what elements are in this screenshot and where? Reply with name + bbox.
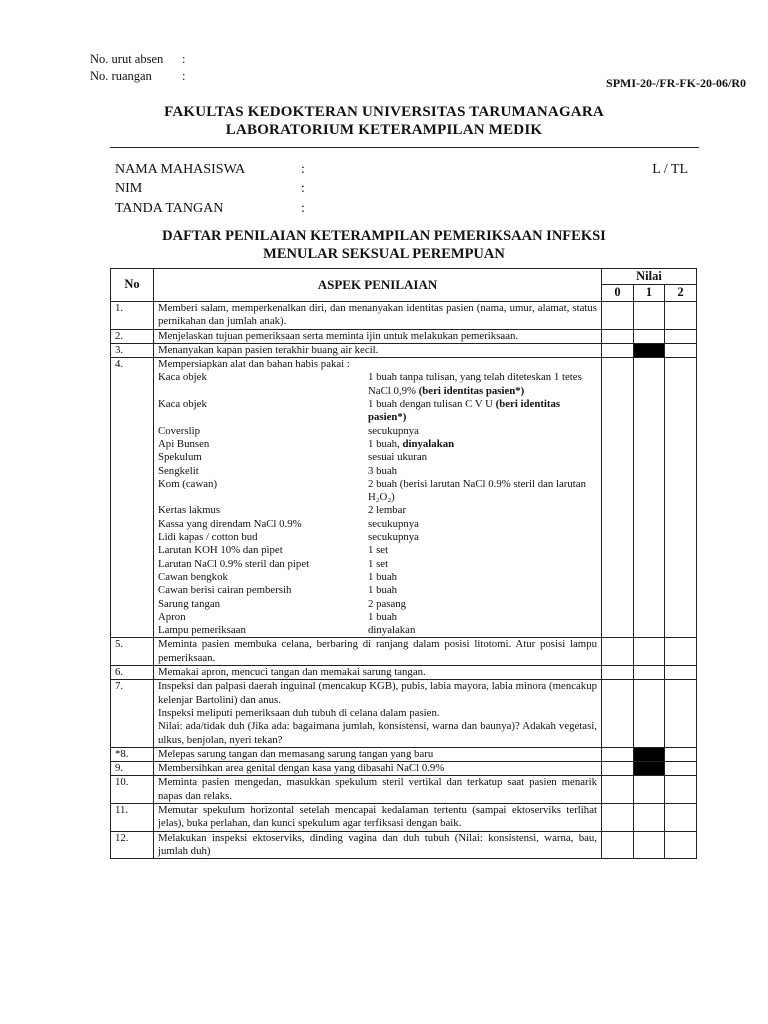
material-name: Lidi kapas / cotton bud [158, 531, 258, 544]
student-id-separator: : [301, 181, 305, 196]
absence-number-label: No. urut absen [90, 52, 164, 66]
material-quantity-text: 2 pasang [368, 597, 407, 610]
material-item [158, 624, 597, 637]
form-title-line-2: MENULAR SEKSUAL PEREMPUAN [263, 246, 505, 262]
material-quantity-text: 1 set [368, 544, 389, 557]
material-quantity [368, 371, 597, 398]
material-quantity [368, 558, 597, 571]
material-item [158, 598, 597, 611]
material-item [158, 504, 597, 517]
column-header-no: No [111, 269, 154, 302]
score-cell-2[interactable] [665, 666, 697, 680]
score-cell-2[interactable] [665, 747, 697, 761]
lab-title: LABORATORIUM KETERAMPILAN MEDIK [225, 122, 543, 138]
material-name: Kertas lakmus [158, 504, 221, 517]
table-row [111, 747, 697, 761]
material-name: Kaca objek [158, 371, 207, 384]
aspect-cell [154, 747, 602, 761]
material-quantity [368, 571, 597, 584]
material-item [158, 558, 597, 571]
material-note: dinyalakan [402, 437, 455, 450]
material-quantity [368, 598, 597, 611]
row-number: *8. [111, 747, 154, 761]
score-cell-0[interactable] [602, 358, 634, 638]
score-cell-0[interactable] [602, 680, 634, 747]
aspect-text: Menanyakan kapan pasien terakhir buang air kecil. [158, 343, 379, 356]
material-quantity-text: 2 buah (berisi larutan NaCl 0.9% steril dan larutan H₂O₂) [368, 477, 586, 504]
aspect-text: Meminta pasien mengedan, masukkan spekulum steril vertikal dan terkatup saat pasien menarik napas dan relaks. [158, 776, 597, 802]
score-cell-2[interactable] [665, 358, 697, 638]
row-number: 12. [111, 831, 154, 859]
table-row [111, 302, 697, 330]
material-item [158, 465, 597, 478]
score-cell-2[interactable] [665, 343, 697, 357]
table-row [111, 776, 697, 804]
material-quantity [368, 611, 597, 624]
column-header-aspect: ASPEK PENILAIAN [154, 269, 602, 302]
score-cell-0[interactable] [602, 776, 634, 804]
material-quantity [368, 478, 597, 505]
aspect-cell [154, 358, 602, 638]
material-name: Kassa yang direndam NaCl 0.9% [158, 517, 302, 530]
aspect-cell [154, 329, 602, 343]
score-header-0: 0 [602, 285, 634, 302]
aspect-text: Memakai apron, mencuci tangan dan memakai sarung tangan. [158, 666, 426, 679]
material-quantity-text: 1 buah [368, 584, 398, 597]
score-cell-2[interactable] [665, 776, 697, 804]
row-number: 7. [111, 680, 154, 747]
table-row [111, 638, 697, 666]
score-cell-2[interactable] [665, 638, 697, 666]
material-name: Cawan bengkok [158, 570, 228, 583]
signature-label: TANDA TANGAN [115, 201, 224, 216]
score-cell-1[interactable] [634, 329, 665, 343]
material-item [158, 398, 597, 425]
score-cell-1[interactable] [634, 762, 665, 776]
form-title-line-1: DAFTAR PENILAIAN KETERAMPILAN PEMERIKSAAN INFEKSI [162, 228, 606, 244]
aspect-text: Membersihkan area genital dengan kasa yang dibasahi NaCl 0.9% [158, 762, 445, 775]
material-quantity-text: 3 buah [368, 464, 398, 477]
aspect-text: Memutar spekulum horizontal setelah mencapai kedalaman tertentu (sampai ektoserviks terlihat jelas), buka perlahan, dan kunci spekulum agar terfiksasi dengan baik. [158, 803, 597, 830]
material-quantity-text: 2 lembar [368, 504, 407, 517]
material-quantity [368, 398, 597, 425]
material-name: Larutan NaCl 0.9% steril dan pipet [158, 557, 310, 570]
table-row [111, 803, 697, 831]
score-cell-0[interactable] [602, 343, 634, 357]
material-item [158, 478, 597, 505]
table-row [111, 831, 697, 859]
material-quantity [368, 451, 597, 464]
score-cell-0[interactable] [602, 666, 634, 680]
aspect-note: Nilai: ada/tidak duh (Jika ada: bagaimana jumlah, konsistensi, warna dan baunya)? Adakah vegetasi, ulkus, benjolan, nyeri tekan? [158, 720, 597, 746]
score-cell-0[interactable] [602, 803, 634, 831]
material-quantity [368, 624, 597, 637]
score-cell-1[interactable] [634, 680, 665, 747]
material-item [158, 451, 597, 464]
aspect-text: Mempersiapkan alat dan bahan habis pakai : [158, 358, 350, 371]
material-item [158, 371, 597, 398]
student-id-row [115, 181, 305, 197]
score-cell-2[interactable] [665, 302, 697, 330]
score-cell-0[interactable] [602, 329, 634, 343]
assessment-table [110, 268, 697, 859]
score-cell-1[interactable] [634, 358, 665, 638]
material-quantity-text: secukupnya [368, 424, 419, 437]
material-quantity-text: 1 buah [368, 610, 398, 623]
material-item [158, 438, 597, 451]
score-cell-0[interactable] [602, 638, 634, 666]
score-cell-0[interactable] [602, 747, 634, 761]
score-cell-1[interactable] [634, 776, 665, 804]
signature-row [115, 201, 305, 217]
score-cell-1[interactable] [634, 638, 665, 666]
document-code: SPMI-20-/FR-FK-20-06/R0 [606, 76, 746, 90]
header-divider [110, 147, 699, 148]
material-quantity-text: dinyalakan [368, 624, 416, 637]
score-cell-1[interactable] [634, 343, 665, 357]
material-quantity [368, 518, 597, 531]
row-number: 2. [111, 329, 154, 343]
aspect-cell [154, 302, 602, 330]
room-number-field [90, 69, 185, 84]
material-name: Lampu pemeriksaan [158, 624, 246, 637]
signature-separator: : [301, 201, 305, 216]
material-item [158, 611, 597, 624]
material-name: Sarung tangan [158, 597, 221, 610]
table-row [111, 343, 697, 357]
material-quantity-text: 1 buah tanpa tulisan, yang telah diteteskan 1 tetes NaCl 0,9% [368, 371, 582, 397]
aspect-cell [154, 762, 602, 776]
aspect-cell [154, 803, 602, 831]
score-cell-1[interactable] [634, 803, 665, 831]
score-cell-1[interactable] [634, 302, 665, 330]
score-header-1: 1 [634, 285, 665, 302]
material-name: Kom (cawan) [158, 477, 218, 490]
material-item [158, 571, 597, 584]
student-name-separator: : [301, 162, 305, 177]
aspect-text: Menjelaskan tujuan pemeriksaan serta meminta ijin untuk melakukan pemeriksaan. [158, 329, 519, 342]
row-number: 11. [111, 803, 154, 831]
score-cell-0[interactable] [602, 762, 634, 776]
row-number: 5. [111, 638, 154, 666]
score-cell-2[interactable] [665, 831, 697, 859]
material-quantity-text: sesuai ukuran [368, 451, 428, 464]
score-cell-2[interactable] [665, 803, 697, 831]
student-name-row [115, 162, 305, 178]
score-cell-0[interactable] [602, 302, 634, 330]
aspect-cell [154, 343, 602, 357]
row-number: 6. [111, 666, 154, 680]
row-number: 3. [111, 343, 154, 357]
table-row [111, 358, 697, 638]
score-cell-1[interactable] [634, 666, 665, 680]
pass-fail-label: L / TL [652, 162, 688, 177]
material-quantity [368, 465, 597, 478]
score-cell-2[interactable] [665, 680, 697, 747]
table-row [111, 329, 697, 343]
column-header-score: Nilai [602, 269, 697, 285]
aspect-note: Inspeksi meliputi pemeriksaan duh tubuh di celana dalam pasien. [158, 706, 440, 719]
table-row [111, 666, 697, 680]
row-number: 4. [111, 358, 154, 638]
aspect-cell [154, 831, 602, 859]
absence-number-field [90, 52, 185, 67]
student-id-label: NIM [115, 181, 143, 196]
table-row [111, 762, 697, 776]
material-quantity [368, 531, 597, 544]
score-cell-2[interactable] [665, 762, 697, 776]
aspect-text: Melakukan inspeksi ektoserviks, dinding vagina dan duh tubuh (Nilai: konsistensi, warna, bau, jumlah duh) [158, 831, 597, 857]
student-name-label: NAMA MAHASISWA [115, 162, 246, 177]
material-note: (beri identitas pasien*) [368, 398, 561, 424]
material-name: Coverslip [158, 424, 200, 437]
score-header-2: 2 [665, 285, 697, 302]
material-quantity [368, 584, 597, 597]
row-number: 9. [111, 762, 154, 776]
material-quantity-text: 1 buah dengan tulisan C V U [368, 398, 496, 411]
material-item [158, 425, 597, 438]
material-name: Sengkelit [158, 464, 199, 477]
material-quantity-text: secukupnya [368, 517, 419, 530]
material-quantity-text: 1 set [368, 557, 389, 570]
material-item [158, 584, 597, 597]
row-number: 10. [111, 776, 154, 804]
material-quantity [368, 438, 597, 451]
absence-number-separator: : [182, 52, 186, 66]
aspect-cell [154, 776, 602, 804]
material-quantity-text: 1 buah, [368, 437, 403, 450]
aspect-cell [154, 666, 602, 680]
score-cell-2[interactable] [665, 329, 697, 343]
aspect-cell [154, 638, 602, 666]
aspect-text: Melepas sarung tangan dan memasang sarung tangan yang baru [158, 747, 434, 760]
material-quantity [368, 544, 597, 557]
material-item [158, 518, 597, 531]
material-name: Larutan KOH 10% dan pipet [158, 544, 283, 557]
material-quantity [368, 425, 597, 438]
material-quantity [368, 504, 597, 517]
aspect-cell [154, 680, 602, 747]
material-note: (beri identitas pasien*) [418, 384, 525, 397]
score-cell-0[interactable] [602, 831, 634, 859]
row-number: 1. [111, 302, 154, 330]
material-name: Kaca objek [158, 398, 207, 411]
material-quantity-text: 1 buah [368, 570, 398, 583]
aspect-text: Memberi salam, memperkenalkan diri, dan menanyakan identitas pasien (nama, umur, alamat, status pernikahan dan jumlah anak). [158, 302, 597, 328]
material-name: Cawan berisi cairan pembersih [158, 584, 292, 597]
table-row [111, 680, 697, 747]
material-item [158, 544, 597, 557]
score-cell-1[interactable] [634, 831, 665, 859]
aspect-text: Inspeksi dan palpasi daerah inguinal (mencakup KGB), pubis, labia mayora, labia minora (mencakup kelenjar Bartolini) dan anus. [158, 680, 597, 706]
score-cell-1[interactable] [634, 747, 665, 761]
material-quantity-text: secukupnya [368, 531, 419, 544]
assessment-rows [111, 302, 697, 859]
room-number-label: No. ruangan [90, 69, 152, 83]
material-name: Spekulum [158, 451, 202, 464]
room-number-separator: : [182, 69, 186, 83]
material-name: Api Bunsen [158, 437, 210, 450]
material-name: Apron [158, 610, 186, 623]
faculty-title: FAKULTAS KEDOKTERAN UNIVERSITAS TARUMANAGARA [164, 104, 604, 120]
aspect-text: Meminta pasien membuka celana, berbaring di ranjang dalam posisi litotomi. Atur posisi lampu pemeriksaan. [158, 638, 597, 664]
material-item [158, 531, 597, 544]
